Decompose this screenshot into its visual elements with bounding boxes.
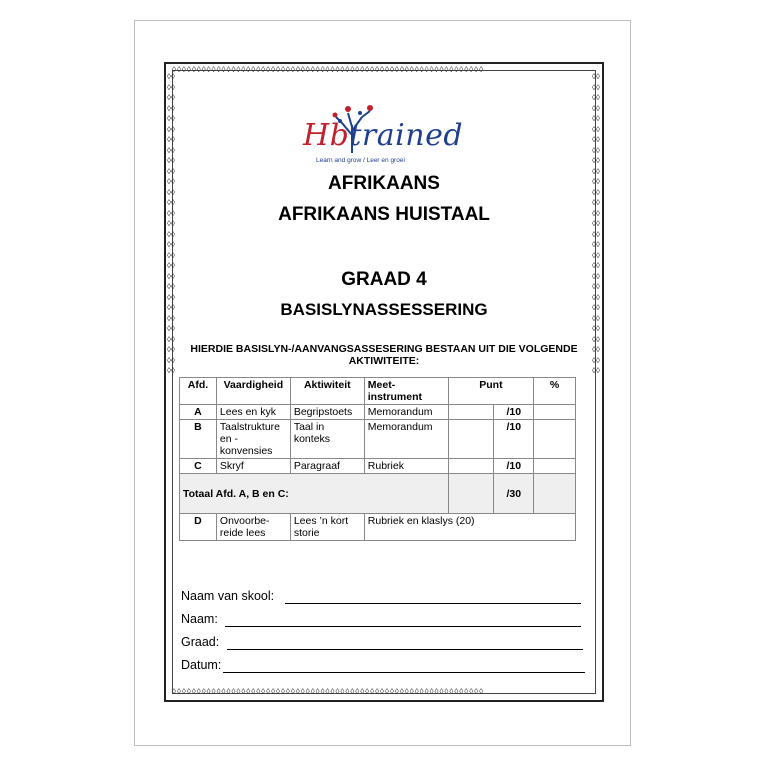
activities-table (179, 377, 576, 541)
school-name-field[interactable] (181, 589, 274, 603)
language-title: AFRIKAANS HUISTAAL (278, 204, 490, 225)
border-ornament-top: ◊◊◊◊◊◊◊◊◊◊◊◊◊◊◊◊◊◊◊◊◊◊◊◊◊◊◊◊◊◊◊◊◊◊◊◊◊◊◊◊◊◊◊◊◊◊◊◊◊◊◊◊◊◊◊◊◊◊◊◊◊◊◊ (172, 66, 485, 74)
table-row: D Onvoorbe-reide lees Lees ’n kort storie Rubriek en klaslys (20) (180, 514, 576, 541)
subject-title: AFRIKAANS (328, 173, 440, 194)
name-field[interactable] (181, 612, 218, 626)
table-row: B Taalstrukture en - konvensies Taal in konteks Memorandum /10 (180, 420, 576, 459)
header-percent: % (534, 378, 576, 405)
border-ornament-left: ◊◊◊◊◊◊◊◊◊◊◊◊◊◊◊◊◊◊◊◊◊◊◊◊◊◊◊◊◊◊◊◊◊◊◊◊◊◊◊◊◊◊◊◊◊◊◊◊◊◊◊◊◊◊◊◊◊◊ (167, 72, 175, 375)
total-row (180, 474, 576, 514)
table-row: A Lees en kyk Begripstoets Memorandum /10 (180, 405, 576, 420)
border-ornament-bottom: ◊◊◊◊◊◊◊◊◊◊◊◊◊◊◊◊◊◊◊◊◊◊◊◊◊◊◊◊◊◊◊◊◊◊◊◊◊◊◊◊◊◊◊◊◊◊◊◊◊◊◊◊◊◊◊◊◊◊◊◊◊◊◊ (172, 688, 485, 696)
grade-field[interactable] (181, 635, 219, 649)
logo-suffix: trained (349, 118, 464, 153)
school-name-label: Naam van skool: (181, 589, 275, 603)
header-vaardigheid: Vaardigheid (216, 378, 290, 405)
header-meet-instrument: Meet-instrument (364, 378, 448, 405)
logo-tagline: Learn and grow / Leer en groei (316, 157, 405, 164)
total-score: /30 (494, 474, 534, 514)
intro-text: HIERDIE BASISLYN-/AANVANGSASSESERING BESTAAN UIT DIE VOLGENDE AKTIWITEITE: (190, 343, 578, 367)
grade-label: Graad: (181, 635, 220, 649)
table-header-row (180, 378, 576, 405)
border-ornament-right: ◊◊◊◊◊◊◊◊◊◊◊◊◊◊◊◊◊◊◊◊◊◊◊◊◊◊◊◊◊◊◊◊◊◊◊◊◊◊◊◊◊◊◊◊◊◊◊◊◊◊◊◊◊◊◊◊◊◊ (592, 72, 600, 375)
logo-wordmark (303, 118, 463, 153)
name-label: Naam: (181, 612, 218, 626)
header-punt: Punt (448, 378, 534, 405)
total-label: Totaal Afd. A, B en C: (180, 474, 449, 514)
logo-prefix: Hb (303, 118, 350, 153)
header-afd: Afd. (180, 378, 217, 405)
date-field[interactable] (181, 658, 221, 672)
date-label: Datum: (181, 658, 222, 672)
grade-title: GRAAD 4 (341, 269, 427, 290)
header-aktiwiteit: Aktiwiteit (290, 378, 364, 405)
table-row: C Skryf Paragraaf Rubriek /10 (180, 459, 576, 474)
assessment-title: BASISLYNASSESSERING (280, 300, 488, 319)
